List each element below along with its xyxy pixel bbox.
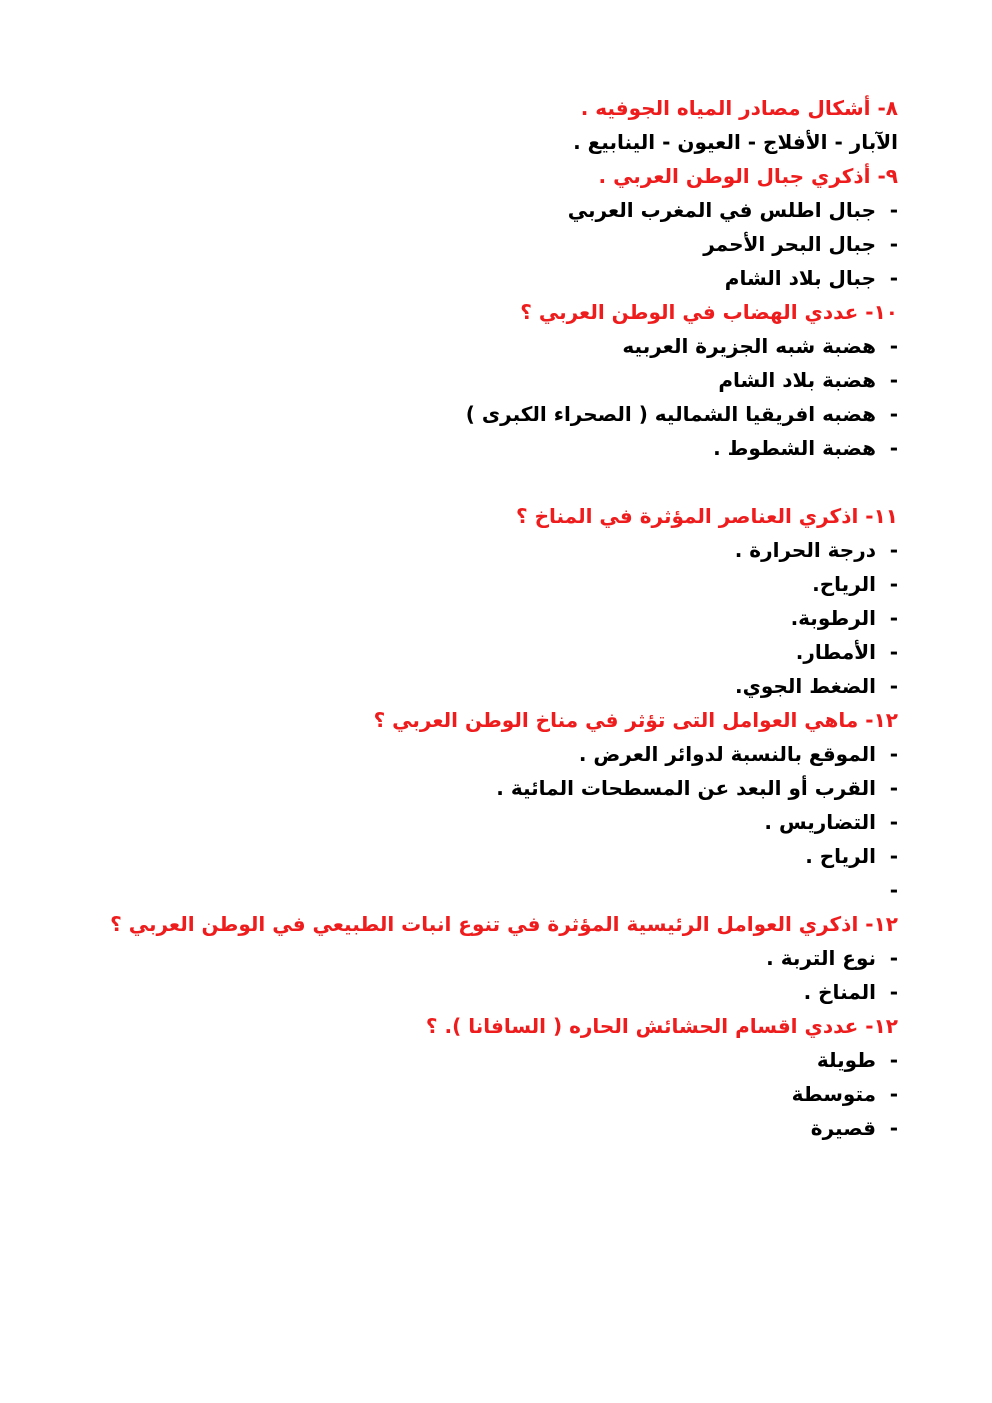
question-10: ١٠- عددي الهضاب في الوطن العربي ؟ — [520, 300, 898, 324]
list-item-text: جبال بلاد الشام — [724, 266, 876, 290]
list-item-text: الأمطار. — [795, 640, 876, 664]
question-8: ٨- أشكال مصادر المياه الجوفيه . — [580, 96, 898, 120]
list-item-text: القرب أو البعد عن المسطحات المائية . — [496, 776, 876, 800]
list-item-text: هضبة بلاد الشام — [718, 368, 876, 392]
list-item-text: الرطوبة. — [790, 606, 876, 630]
list-item-text: طويلة — [816, 1048, 876, 1072]
list-item — [98, 941, 898, 975]
list-item — [98, 1111, 898, 1145]
list-item — [98, 397, 898, 431]
question-12-climate: ١٢- ماهي العوامل التى تؤثر في مناخ الوطن العربي ؟ — [373, 708, 898, 732]
list-item — [98, 431, 898, 465]
list-item-empty — [98, 873, 898, 907]
question-11: ١١- اذكري العناصر المؤثرة في المناخ ؟ — [516, 504, 898, 528]
list-item — [98, 193, 898, 227]
document-body — [98, 91, 898, 1145]
list-item — [98, 805, 898, 839]
list-item — [98, 533, 898, 567]
list-item-text: الموقع بالنسبة لدوائر العرض . — [578, 742, 876, 766]
question-12-vegetation: ١٢- اذكري العوامل الرئيسية المؤثرة في تنوع انبات الطبيعي في الوطن العربي ؟ — [110, 912, 898, 936]
list-item — [98, 567, 898, 601]
question-9: ٩- أذكري جبال الوطن العربي . — [598, 164, 898, 188]
list-item-text: التضاريس . — [764, 810, 876, 834]
list-item — [98, 601, 898, 635]
list-item-text: المناخ . — [803, 980, 876, 1004]
list-item — [98, 669, 898, 703]
list-item-text: جبال البحر الأحمر — [703, 232, 876, 256]
list-item — [98, 363, 898, 397]
list-item-text: متوسطة — [791, 1082, 876, 1106]
list-item — [98, 329, 898, 363]
list-item — [98, 635, 898, 669]
list-item-text: الضغط الجوي. — [735, 674, 876, 698]
list-item-text: هضبة شبه الجزيرة العربيه — [622, 334, 876, 358]
list-item-text: الرياح . — [805, 844, 876, 868]
list-item — [98, 839, 898, 873]
list-item — [98, 1043, 898, 1077]
list-item — [98, 975, 898, 1009]
list-item-text: قصيرة — [810, 1116, 876, 1140]
answer-8: الآبار - الأفلاج - العيون - الينابيع . — [573, 130, 898, 154]
list-item — [98, 737, 898, 771]
list-item-text: الرياح. — [812, 572, 876, 596]
spacer — [98, 465, 898, 499]
list-item-text: هضبة الشطوط . — [713, 436, 876, 460]
list-item-text: هضبه افريقيا الشماليه ( الصحراء الكبرى ) — [465, 402, 876, 426]
list-item — [98, 1077, 898, 1111]
list-item-text: نوع التربة . — [766, 946, 876, 970]
list-item-text: جبال اطلس في المغرب العربي — [567, 198, 876, 222]
list-item-text: درجة الحرارة . — [734, 538, 876, 562]
list-item — [98, 227, 898, 261]
question-12-savanna: ١٢- عددي اقسام الحشائش الحاره ( السافانا ). ؟ — [425, 1014, 898, 1038]
list-item — [98, 771, 898, 805]
list-item — [98, 261, 898, 295]
